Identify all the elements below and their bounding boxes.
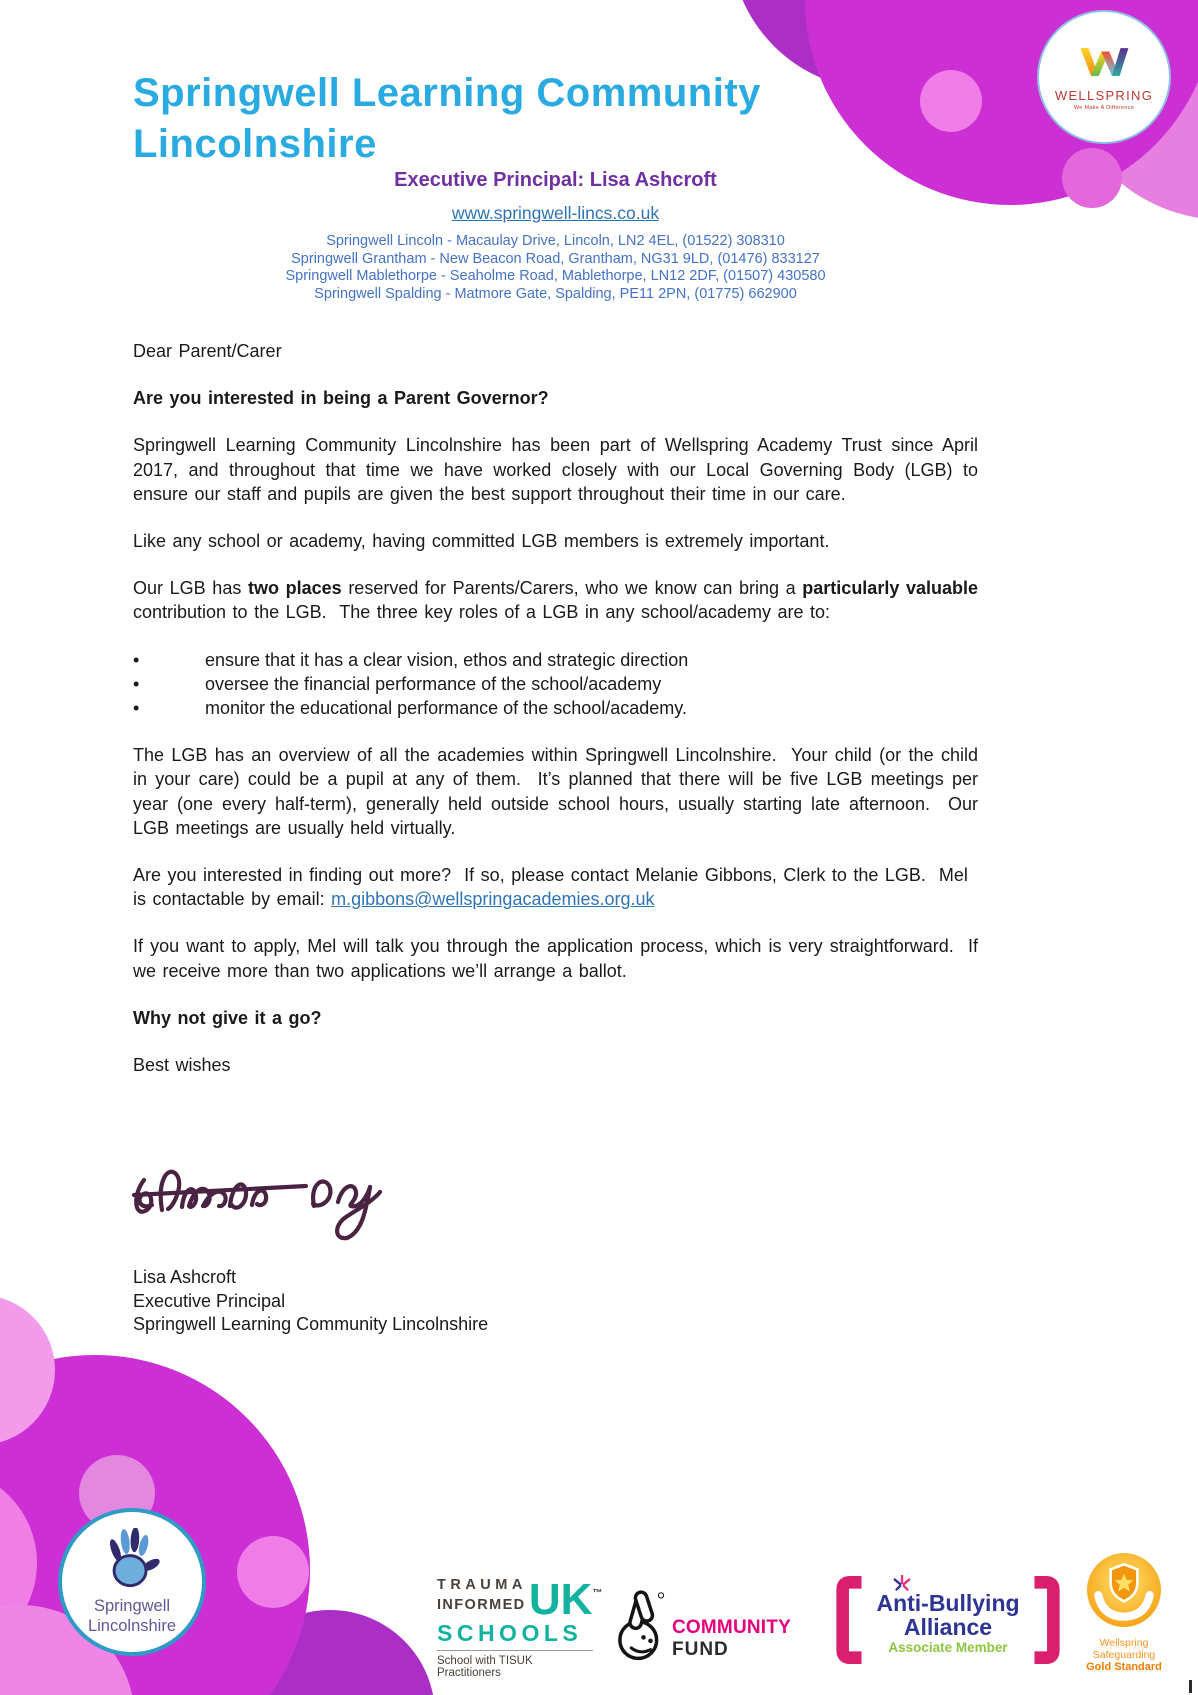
- list-item: • ensure that it has a clear vision, ethos and strategic direction: [133, 648, 978, 672]
- closing: Best wishes: [133, 1055, 231, 1076]
- website-link[interactable]: www.springwell-lincs.co.uk: [451, 203, 660, 223]
- paragraph-5: Are you interested in finding out more? If so, please contact Melanie Gibbons, Clerk to the LGB. Mel is contactable by email: m.gibbons@wellspringacademies.org.uk: [133, 865, 975, 910]
- address-line: Springwell Grantham - New Beacon Road, Grantham, NG31 9LD, (01476) 833127: [291, 250, 820, 267]
- letter-heading: Are you interested in being a Parent Governor?: [133, 388, 549, 409]
- address-line: Springwell Lincoln - Macaulay Drive, Lincoln, LN2 4EL, (01522) 308310: [326, 233, 785, 249]
- address-line: Springwell Spalding - Matmore Gate, Spalding, PE11 2PN, (01775) 662900: [314, 285, 797, 302]
- salutation: Dear Parent/Carer: [133, 341, 282, 361]
- paragraph-1: Springwell Learning Community Lincolnshire has been part of Wellspring Academy Trust since April 2017, and throughout that time we have worked closely with our Local Governing Body (LGB) to ensure our staff and pupils are given the best support throughout their time in our care.: [133, 435, 985, 504]
- signoff-block: [133, 1266, 488, 1337]
- letter-body: [133, 339, 985, 1100]
- signoff-org: Springwell Learning Community Lincolnshire: [133, 1314, 489, 1334]
- handprint-icon: [102, 1528, 162, 1595]
- wellspring-name: WELLSPRING: [1054, 87, 1154, 103]
- wellspring-safeguarding-gold-logo: Wellspring Safeguarding Gold Standard: [1069, 1552, 1179, 1673]
- right-bracket-icon: [1032, 1576, 1060, 1669]
- springwell-lincolnshire-logo: [58, 1508, 206, 1656]
- key-roles-list: [133, 648, 978, 721]
- letter-heading-2: Why not give it a go?: [133, 1007, 322, 1028]
- community-fund-logo: COMMUNITY FUND: [612, 1586, 791, 1671]
- spark-icon: [892, 1575, 912, 1600]
- school-addresses: [133, 233, 978, 303]
- page-edge-mark: [1189, 1680, 1192, 1693]
- paragraph-2: Like any school or academy, having committed LGB members is extremely important.: [133, 531, 830, 552]
- signoff-name: Lisa Ashcroft: [133, 1267, 237, 1287]
- email-link[interactable]: m.gibbons@wellspringacademies.org.uk: [331, 889, 655, 910]
- crossed-fingers-icon: [612, 1586, 668, 1671]
- springwell-badge-text: Springwell Lincolnshire: [87, 1597, 177, 1635]
- bullet-marker: [133, 648, 205, 672]
- title-line-2: Lincolnshire: [133, 122, 377, 166]
- website-row: [133, 203, 978, 224]
- anti-bullying-alliance-logo: Anti-Bullying Alliance Associate Member: [836, 1576, 1060, 1669]
- bullet-marker: [133, 696, 205, 720]
- title-line-1: Springwell Learning Community: [133, 71, 761, 115]
- wellspring-w-icon: [1077, 44, 1131, 85]
- paragraph-4: The LGB has an overview of all the academies within Springwell Lincolnshire. Your child (or the child in your care) could be a pupil at any of them. It’s planned that there will be five LGB meetings per year (one every half-term), generally held outside school hours, usually starting late afternoon. Our LGB meetings are usually held virtually.: [133, 745, 985, 838]
- left-bracket-icon: [836, 1576, 864, 1669]
- paragraph-6: If you want to apply, Mel will talk you through the application process, which is very straightforward. If we receive more than two applications we’ll arrange a ballot.: [133, 936, 985, 981]
- bullet-marker: [133, 672, 205, 696]
- wellspring-tagline: We Make A Difference: [1073, 104, 1135, 111]
- decor-dot-pink-2: [1062, 148, 1122, 208]
- wellspring-logo: [1037, 10, 1171, 144]
- decor-dot-pink-1: [920, 70, 982, 132]
- paragraph-3: Our LGB has two places reserved for Parents/Carers, who we know can bring a particularly valuable contribution to the LGB. The three key roles of a LGB in any school/academy are to:: [133, 578, 985, 623]
- address-line: Springwell Mablethorpe - Seaholme Road, Mablethorpe, LN12 2DF, (01507) 430580: [285, 268, 826, 285]
- decor-dot-pink-4: [237, 1536, 309, 1608]
- trauma-informed-uk-schools-logo: TRAUMA INFORMED UK™ SCHOOLS School with TISUK Practitioners: [437, 1575, 603, 1679]
- principal-line: Executive Principal: Lisa Ashcroft: [394, 169, 717, 191]
- list-item: • oversee the financial performance of the school/academy: [133, 672, 978, 696]
- signoff-role: Executive Principal: [133, 1290, 286, 1311]
- handwritten-signature: [130, 1148, 430, 1258]
- list-item: • monitor the educational performance of the school/academy.: [133, 696, 978, 720]
- page-title: [133, 68, 761, 170]
- gold-shield-hands-icon: [1086, 1615, 1162, 1632]
- divider: [437, 1650, 593, 1651]
